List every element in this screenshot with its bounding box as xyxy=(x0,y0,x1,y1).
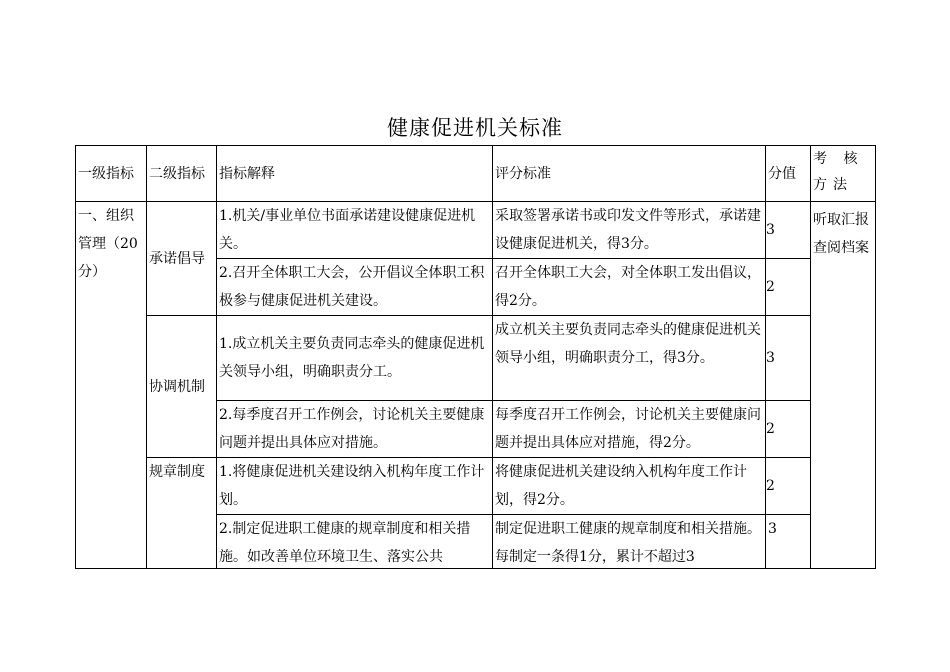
header-level1: 一级指标 xyxy=(76,146,147,202)
header-explanation: 指标解释 xyxy=(217,146,493,202)
explanation-cell: 1.成立机关主要负责同志牵头的健康促进机关领导小组，明确职责分工。 xyxy=(217,316,493,401)
criteria-cell xyxy=(493,515,766,569)
header-criteria: 评分标准 xyxy=(493,146,766,202)
method-cell: 听取汇报查阅档案 xyxy=(811,202,876,569)
score-cell: 3 xyxy=(766,515,811,569)
header-level2: 二级指标 xyxy=(147,146,217,202)
score-cell: 3 xyxy=(766,202,811,259)
level2-cell: 承诺倡导 xyxy=(147,202,217,316)
criteria-cell: 每季度召开工作例会，讨论机关主要健康问题并提出具体应对措施，得2分。 xyxy=(493,401,766,458)
document-title: 健康促进机关标准 xyxy=(387,116,563,140)
explanation-cell: 1.将健康促进机关建设纳入机构年度工作计划。 xyxy=(217,458,493,515)
explanation-cell: 1.机关/事业单位书面承诺建设健康促进机关。 xyxy=(217,202,493,259)
criteria-cell: 将健康促进机关建设纳入机构年度工作计划，得2分。 xyxy=(493,458,766,515)
table-header-row xyxy=(76,146,876,202)
explanation-cell: 2.每季度召开工作例会，讨论机关主要健康问题并提出具体应对措施。 xyxy=(217,401,493,458)
score-cell: 2 xyxy=(766,259,811,316)
table-row xyxy=(76,202,876,259)
criteria-cell: 成立机关主要负责同志牵头的健康促进机关领导小组，明确职责分工，得3分。 xyxy=(493,316,766,401)
table-row xyxy=(76,316,876,401)
header-method: 考 核 方法 xyxy=(811,146,876,202)
table-row xyxy=(76,458,876,515)
level1-cell: 一、组织管理（20分） xyxy=(76,202,147,569)
standards-table xyxy=(75,145,876,569)
score-cell: 3 xyxy=(766,316,811,401)
criteria-cell: 召开全体职工大会，对全体职工发出倡议，得2分。 xyxy=(493,259,766,316)
score-cell: 2 xyxy=(766,458,811,515)
explanation-cell xyxy=(217,515,493,569)
header-score: 分值 xyxy=(766,146,811,202)
explanation-cell: 2.召开全体职工大会，公开倡议全体职工积极参与健康促进机关建设。 xyxy=(217,259,493,316)
criteria-text: 制定促进职工健康的规章制度和相关措施。每制定一条得1分，累计不超过3 xyxy=(495,521,761,565)
score-cell: 2 xyxy=(766,401,811,458)
level2-cell: 协调机制 xyxy=(147,316,217,458)
explanation-text: 2.制定促进职工健康的规章制度和相关措施。如改善单位环境卫生、落实公共 xyxy=(219,521,471,565)
criteria-cell: 采取签署承诺书或印发文件等形式，承诺建设健康促进机关，得3分。 xyxy=(493,202,766,259)
level2-cell: 规章制度 xyxy=(147,458,217,569)
